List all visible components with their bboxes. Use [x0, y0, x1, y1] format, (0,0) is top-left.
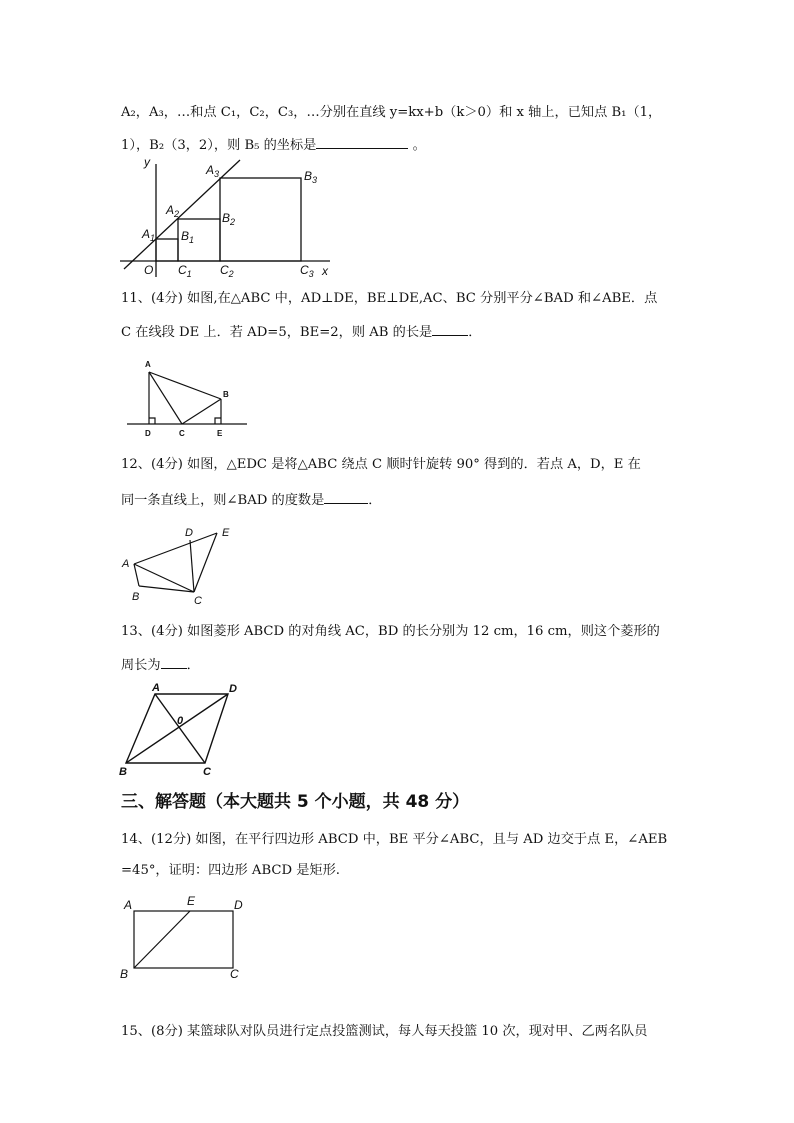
label-C1: $C_1$: [178, 263, 192, 279]
label-B: B: [119, 766, 127, 778]
label-D: D: [185, 527, 193, 539]
q10-figure: [110, 152, 350, 282]
q14-line1: 14、(12分) 如图，在平行四边形 ABCD 中，BE 平分∠ABC，且与 AD 边交于点 E，∠AEB: [121, 832, 668, 847]
q13-line2-end: ．: [186, 658, 200, 673]
label-origin: O: [144, 263, 154, 277]
q11-line2-text: C 在线段 DE 上．若 AD=5，BE=2，则 AB 的长是: [121, 325, 433, 340]
q11-line2: [121, 322, 481, 342]
section-3-title: 三、解答题（本大题共 5 个小题，共 48 分）: [121, 792, 470, 812]
q12-answer-blank[interactable]: [324, 490, 368, 504]
label-E: E: [217, 429, 223, 438]
label-A1: $A_1$: [142, 227, 156, 243]
label-D: D: [234, 898, 243, 912]
q11-answer-blank[interactable]: [432, 322, 468, 336]
segment-EC: [194, 533, 217, 592]
label-E: E: [222, 527, 230, 539]
segment-AB: [134, 564, 139, 586]
label-x: x: [322, 264, 328, 278]
label-A: A: [122, 558, 130, 570]
q10-line2-text: 1），B₂（3，2），则 B₅ 的坐标是: [121, 138, 317, 153]
q13-figure: [115, 680, 245, 780]
q15-line1: 15、(8分) 某篮球队对队员进行定点投篮测试，每人每天投篮 10 次，现对甲、乙两名队员: [121, 1024, 648, 1039]
segment-AC: [149, 372, 182, 424]
q14-figure: [118, 893, 248, 981]
label-A2: $A_2$: [166, 203, 180, 219]
label-C: C: [194, 595, 202, 607]
q13-answer-blank[interactable]: [161, 655, 187, 669]
label-A: A: [152, 682, 160, 694]
diagonal-BD: [126, 694, 228, 763]
q14-line2: =45°，证明：四边形 ABCD 是矩形.: [121, 863, 340, 878]
q13-line2-text: 周长为: [121, 658, 161, 673]
label-A3: $A_3$: [206, 163, 220, 179]
segment-BC: [139, 586, 194, 592]
q11-figure: [125, 355, 250, 440]
label-D: D: [229, 683, 237, 695]
label-C2: $C_2$: [220, 263, 234, 279]
q10-answer-blank[interactable]: [316, 135, 408, 149]
label-B2: $B_2$: [222, 211, 236, 227]
segment-DC: [190, 540, 194, 592]
label-A: A: [145, 360, 151, 369]
label-C3: $C_3$: [300, 263, 314, 279]
q12-line1: 12、(4分) 如图，△EDC 是将△ABC 绕点 C 顺时针旋转 90° 得到的．若点 A，D，E 在: [121, 457, 641, 472]
label-B1: $B_1$: [181, 229, 195, 245]
segment-BE: [134, 911, 190, 968]
q10-line2-end: 。: [412, 138, 426, 153]
label-D: D: [145, 429, 151, 438]
label-B: B: [120, 967, 129, 981]
q13-line2: [121, 655, 200, 675]
q11-line2-end: ．: [468, 325, 482, 340]
q12-line2: [121, 490, 381, 510]
q13-line1: 13、(4分) 如图菱形 ABCD 的对角线 AC，BD 的长分别为 12 cm，16 cm，则这个菱形的: [121, 624, 660, 639]
label-C: C: [179, 429, 185, 438]
right-angle-D: [149, 418, 155, 424]
rectangle-ABCD: [134, 911, 233, 968]
q12-line2-end: ．: [368, 493, 382, 508]
segment-AE: [134, 533, 217, 564]
label-B: B: [223, 390, 229, 399]
square-1: [156, 239, 178, 261]
q11-line1: 11、(4分) 如图,在△ABC 中，AD⊥DE，BE⊥DE,AC、BC 分别平分∠BAD 和∠ABE．点: [121, 291, 658, 306]
label-E: E: [187, 894, 196, 908]
segment-AB: [149, 372, 221, 399]
q12-line2-text: 同一条直线上，则∠BAD 的度数是: [121, 493, 325, 508]
diagonal-AC: [155, 694, 205, 763]
label-C: C: [203, 766, 211, 778]
right-angle-E: [215, 418, 221, 424]
label-B: B: [132, 591, 140, 603]
label-y: y: [144, 155, 150, 169]
q12-figure: [118, 520, 243, 610]
label-B3: $B_3$: [304, 169, 318, 185]
label-A: A: [124, 898, 133, 912]
q10-line1: A₂，A₃，…和点 C₁，C₂，C₃，…分别在直线 y=kx+b（k＞0）和 x 轴上，已知点 B₁（1，: [121, 105, 662, 120]
segment-AC: [134, 564, 194, 592]
label-O: 0: [177, 715, 184, 727]
label-C: C: [230, 967, 239, 981]
